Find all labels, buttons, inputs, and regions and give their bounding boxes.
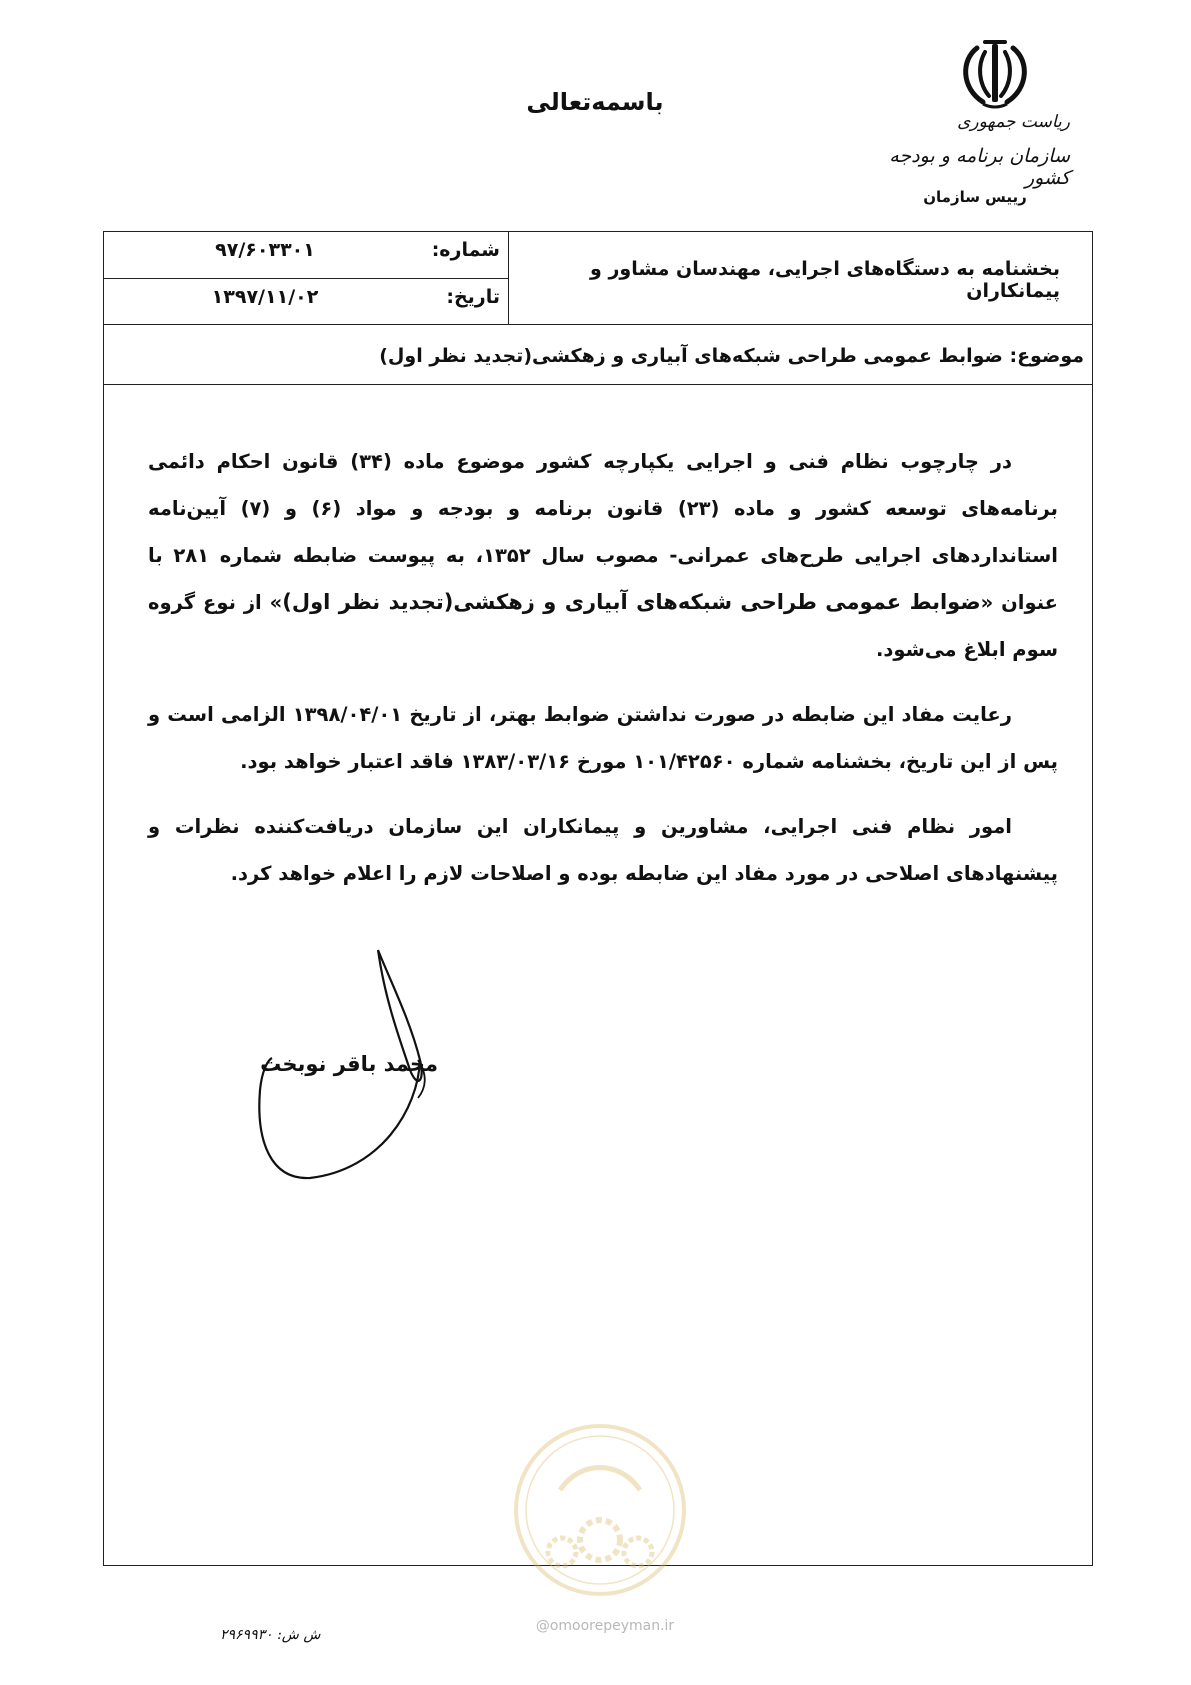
paragraph-2: رعایت مفاد این ضابطه در صورت نداشتن ضوابط بهتر، از تاریخ ۱۳۹۸/۰۴/۰۱ الزامی است و پس از این تاریخ، بخشنامه شماره ۱۰۱/۴۲۵۶۰ مورخ ۱۳۸۳/۰۳/۱۶ فاقد اعتبار خواهد بود. [148, 703, 1058, 773]
date-value: ۱۳۹۷/۱۱/۰۲ [211, 286, 319, 308]
basmala-heading: باسمه‌تعالی [526, 88, 664, 116]
paragraph-3: امور نظام فنی اجرایی، مشاورین و پیمانکاران این سازمان دریافت‌کننده نظرات و پیشنهادهای اصلاحی در مورد مفاد این ضابطه بوده و اصلاحات لازم را اعلام خواهد کرد. [148, 815, 1058, 885]
watermark-url: @omoorepeyman.ir [535, 1618, 675, 1634]
subject-line: موضوع: ضوابط عمومی طراحی شبکه‌های آبیاری و زهکشی(تجدید نظر اول) [379, 345, 1084, 367]
org-line-head: رییس سازمان [923, 188, 1027, 206]
signer-name: محمد باقر نوبخت [260, 1052, 438, 1076]
standard-title-bold: ضوابط عمومی طراحی شبکه‌های آبیاری و زهکشی(تجدید نظر اول) [282, 590, 981, 614]
number-value: ۹۷/۶۰۳۳۰۱ [215, 239, 315, 261]
paragraph-1-text: در چارچوب نظام فنی و اجرایی یکپارچه کشور موضوع ماده (۳۴) قانون احکام دائمی برنامه‌های توسعه کشور و ماده (۲۳) قانون برنامه و بودجه و مواد (۶) و (۷) آیین‌نامه استانداردهای اجرایی طرح‌های عمرانی- مصوب سال ۱۳۵۲، به پیوست ضابطه شماره ۲۸۱ با عنوان « [148, 450, 1058, 614]
paragraph-1 [148, 438, 1058, 673]
number-label: شماره: [431, 239, 500, 261]
footer-code: ش ش: ۲۹۶۹۹۳۰ [220, 1627, 321, 1643]
watermark-seal-icon [510, 1420, 690, 1600]
org-line-organization: سازمان برنامه و بودجه کشور [889, 145, 1070, 189]
iran-emblem-icon [955, 38, 1035, 110]
recipients-line: بخشنامه به دستگاه‌های اجرایی، مهندسان مشاور و پیمانکاران [590, 258, 1060, 302]
letter-body [148, 438, 1058, 915]
org-line-presidency: ریاست جمهوری [957, 112, 1070, 132]
paragraph-1-tail: » از نوع گروه سوم ابلاغ می‌شود. [148, 591, 1058, 661]
date-label: تاریخ: [446, 286, 500, 308]
